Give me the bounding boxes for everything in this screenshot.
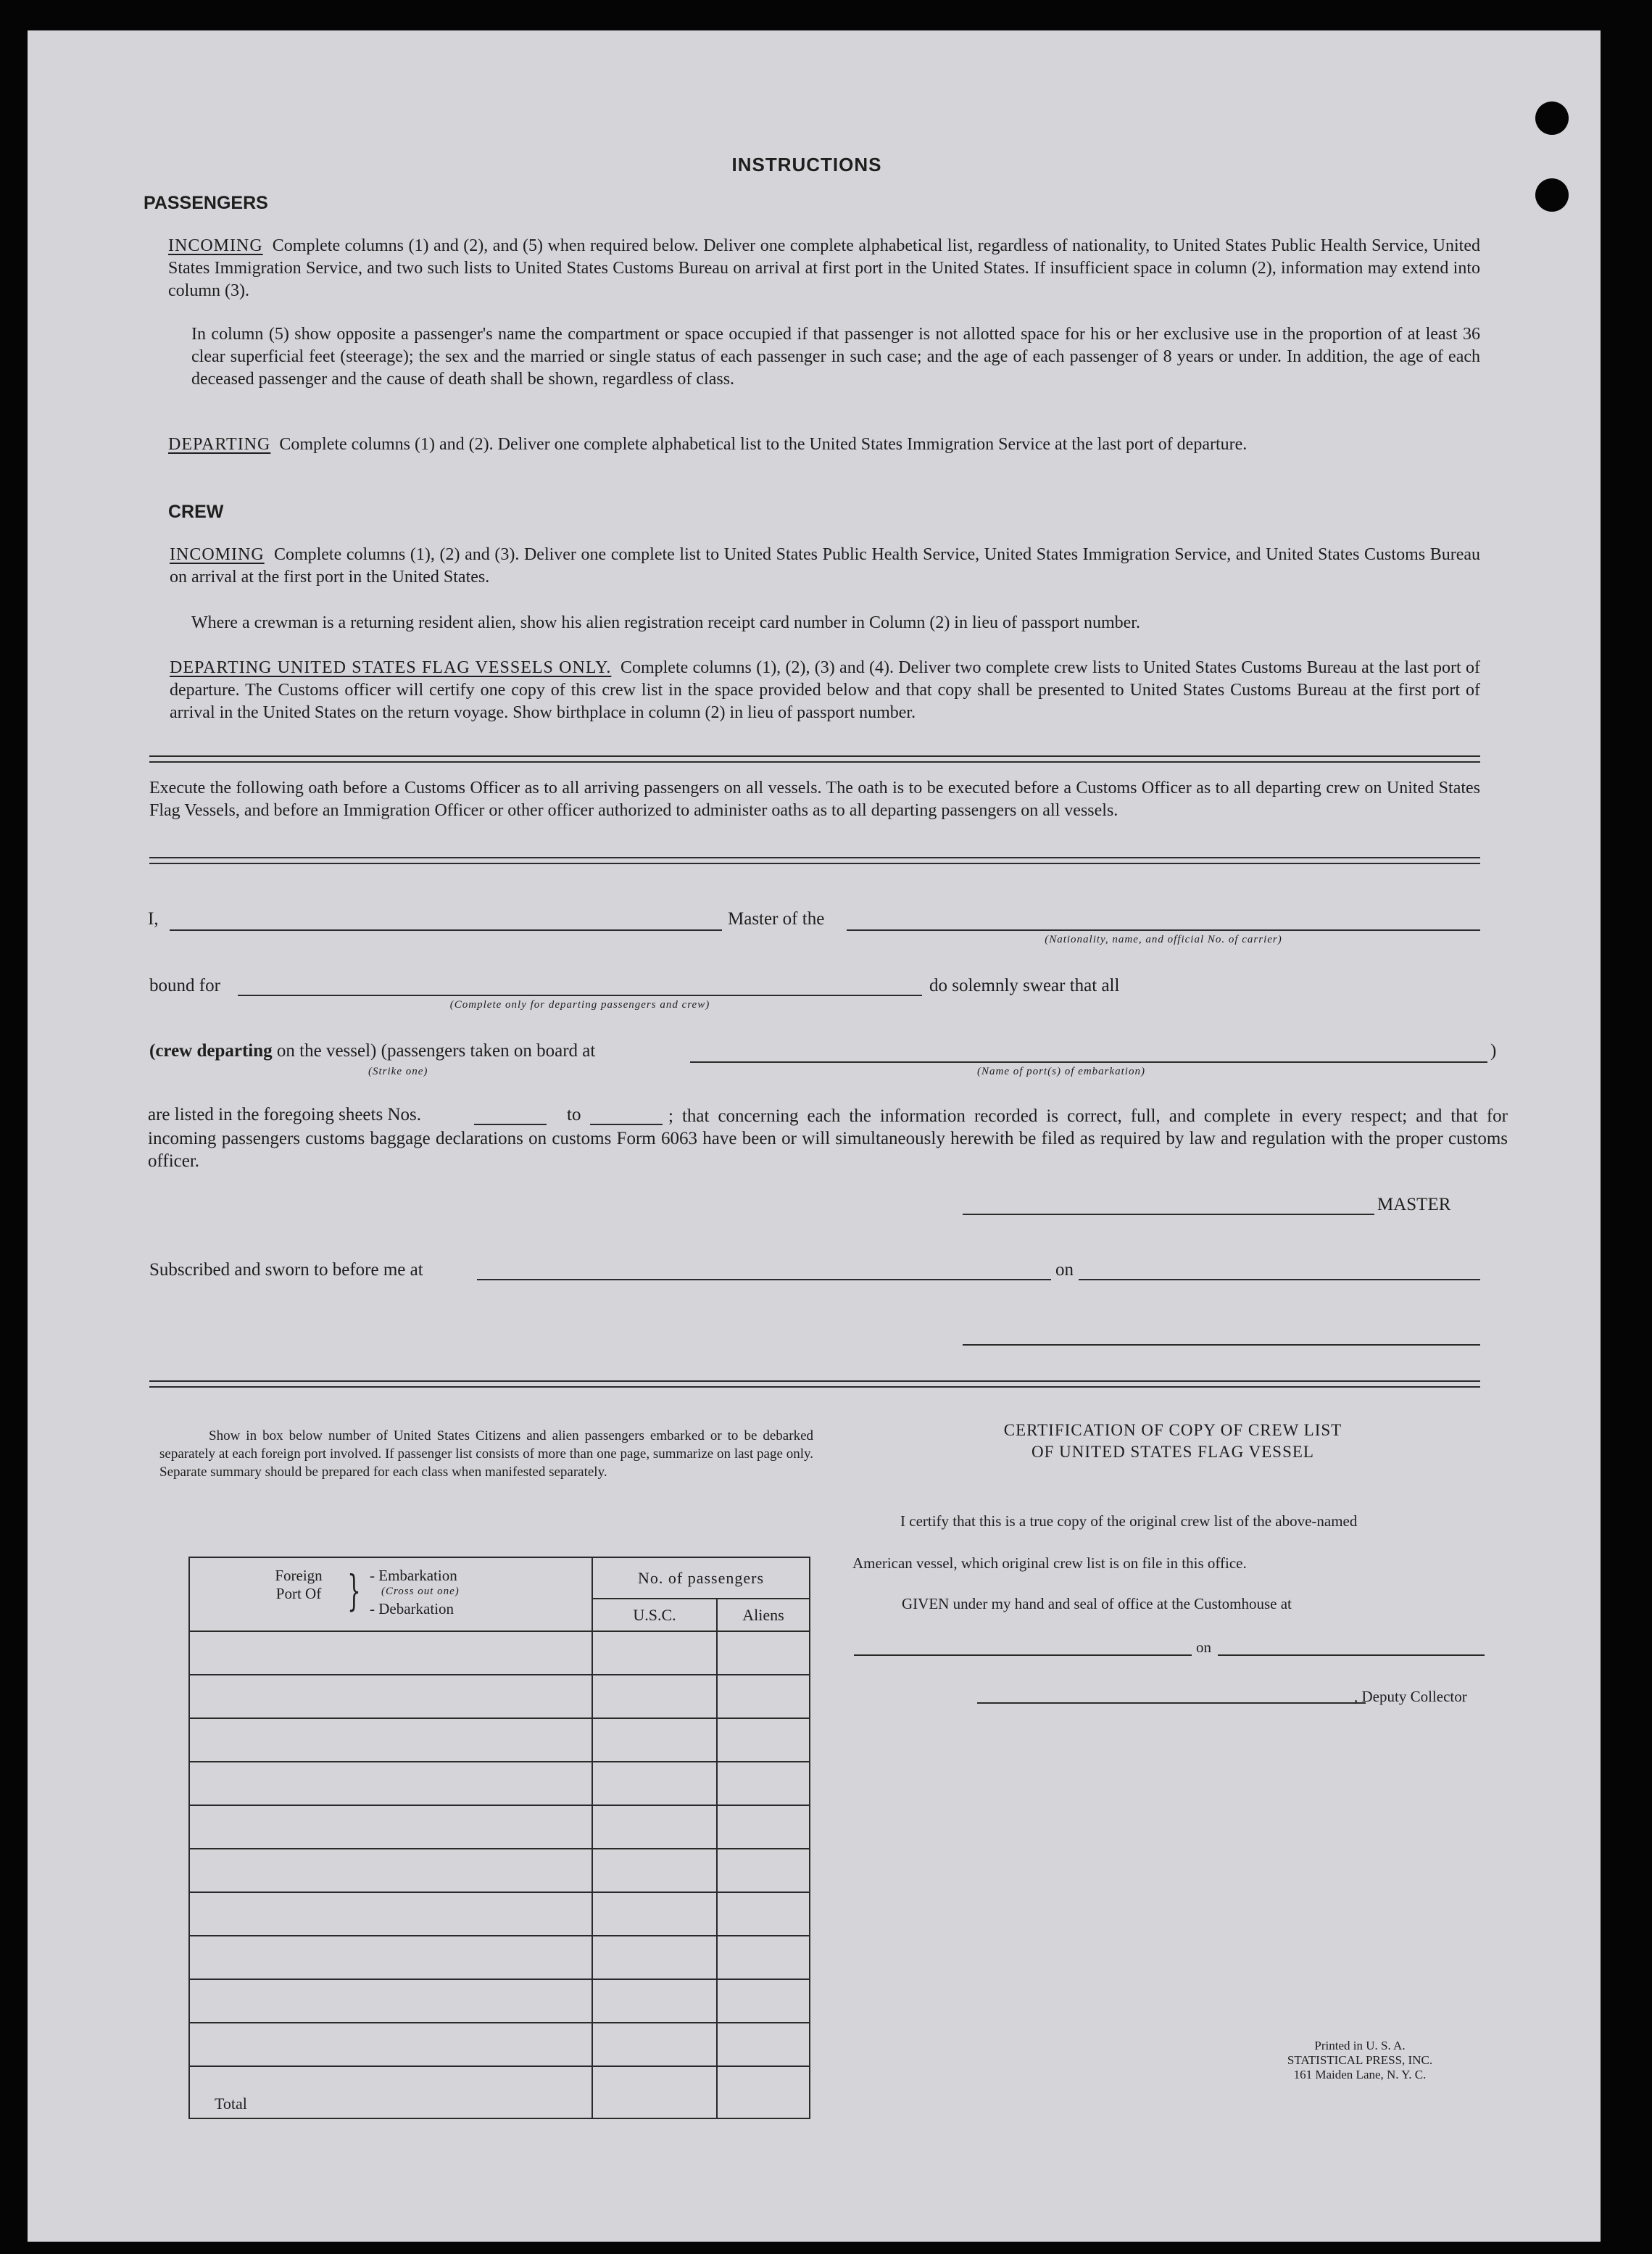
passengers-taken-label: (passengers taken on board at [381, 1041, 596, 1061]
oath-i-label: I, [148, 909, 159, 929]
close-paren: ) [1490, 1041, 1497, 1061]
printer-line3: 161 Maiden Lane, N. Y. C. [1293, 2068, 1427, 2081]
carrier-caption: (Nationality, name, and official No. of carrier) [1045, 934, 1282, 945]
debarkation-label: - Debarkation [370, 1600, 454, 1617]
aliens-cell[interactable] [717, 2023, 810, 2066]
master-label: MASTER [1377, 1195, 1451, 1214]
passengers-incoming-label: INCOMING [168, 236, 263, 255]
master-signature-field[interactable] [963, 1214, 1374, 1215]
crew-departing-label: DEPARTING UNITED STATES FLAG VESSELS ONLY. [170, 658, 612, 677]
usc-header: U.S.C. [592, 1599, 717, 1631]
to-label: to [567, 1105, 581, 1124]
port-cell[interactable] [189, 1936, 592, 1979]
page-title: INSTRUCTIONS [731, 154, 882, 175]
on-vessel-label: on the vessel) [276, 1041, 377, 1061]
aliens-cell[interactable] [717, 1979, 810, 2023]
strike-caption: (Strike one) [368, 1066, 428, 1077]
aliens-cell[interactable] [717, 1849, 810, 1892]
passengers-incoming-paragraph [168, 235, 1480, 302]
listed-text: ; that concerning each the information recorded is correct, full, and complete in every respect; and that for incoming passengers customs baggage declarations on customs Form 6063 have been or will simultaneously herewith be filed as required by law and regulation with the proper customs officer. [148, 1106, 1508, 1171]
usc-cell[interactable] [592, 1936, 717, 1979]
port-cell[interactable] [189, 1979, 592, 2023]
table-row [189, 1762, 810, 1805]
passengers-departing-paragraph [168, 434, 1480, 456]
crew-incoming-paragraph [170, 544, 1480, 589]
aliens-cell[interactable] [717, 1936, 810, 1979]
passengers-column5-text: In column (5) show opposite a passenger's name the compartment or space occupied if that passenger is not allotted space for his or her exclusive use in the proportion of at least 36 clear superficial feet (steerage); the sex and the married or single status of each passenger in such case; and the age of each passenger of 8 years or under. In addition, the age of each deceased passenger and the cause of death shall be shown, regardless of class. [191, 325, 1480, 389]
passenger-summary-table [188, 1557, 810, 2119]
aliens-cell[interactable] [717, 1762, 810, 1805]
crew-departing-paragraph [170, 657, 1480, 724]
port-cell[interactable] [189, 1849, 592, 1892]
master-of-label: Master of the [728, 909, 825, 929]
usc-cell[interactable] [592, 1979, 717, 2023]
aliens-cell[interactable] [717, 1892, 810, 1936]
table-row [189, 1936, 810, 1979]
printer-line1: Printed in U. S. A. [1314, 2039, 1406, 2052]
no-passengers-header: No. of passengers [592, 1557, 810, 1599]
port-cell[interactable] [189, 1805, 592, 1849]
customhouse-field[interactable] [854, 1654, 1192, 1656]
usc-cell[interactable] [592, 1849, 717, 1892]
usc-cell[interactable] [592, 1805, 717, 1849]
punch-hole [1535, 101, 1569, 135]
port-cell[interactable] [189, 1718, 592, 1762]
crew-departing-label: (crew departing [149, 1041, 273, 1061]
table-row [189, 1718, 810, 1762]
table-row [189, 1631, 810, 1675]
table-row [189, 1849, 810, 1892]
section-divider [149, 755, 1480, 763]
deputy-collector-label: , Deputy Collector [1354, 1688, 1467, 1705]
aliens-cell[interactable] [717, 1805, 810, 1849]
sworn-place-field[interactable] [477, 1279, 1051, 1280]
port-cell[interactable] [189, 1631, 592, 1675]
punch-hole [1535, 178, 1569, 212]
sworn-on-label: on [1055, 1260, 1074, 1280]
foreign-port-header [189, 1557, 592, 1631]
certify-text: I certify that this is a true copy of the original crew list of the above-named [900, 1512, 1358, 1530]
crew-resident-text: Where a crewman is a returning resident alien, show his alien registration receipt card number in Column (2) in lieu of passport number. [191, 613, 1140, 632]
crew-departing-text: Complete columns (1), (2), (3) and (4). Deliver two complete crew lists to United States Customs Bureau at the last port of departure. The Customs officer will certify one copy of this crew list in the space provided below and that copy shall be presented to United States Customs Bureau at the first port of arrival in the United States on the return voyage. Show birthplace in column (2) in lieu of passport number. [170, 658, 1480, 722]
master-name-field[interactable] [170, 929, 722, 931]
section-divider [149, 857, 1480, 864]
embarkation-label: - Embarkation [370, 1567, 457, 1584]
table-header-row [189, 1557, 810, 1599]
bound-caption: (Complete only for departing passengers and crew) [449, 999, 710, 1011]
carrier-field[interactable] [847, 929, 1480, 931]
usc-cell[interactable] [592, 2023, 717, 2066]
passengers-departing-text: Complete columns (1) and (2). Deliver one complete alphabetical list to the United States Immigration Service at the last port of departure. [279, 435, 1248, 454]
table-total-row [189, 2066, 810, 2118]
usc-cell[interactable] [592, 1675, 717, 1718]
port-cell[interactable] [189, 1675, 592, 1718]
table-row [189, 1675, 810, 1718]
strike-choice [149, 1041, 595, 1061]
summary-instructions: Show in box below number of United States Citizens and alien passengers embarked or to be debarked separately at each foreign port involved. If passenger list consists of more than one page, summarize on last page only. Separate summary should be prepared for each class when manifested separately. [159, 1428, 813, 1480]
usc-cell[interactable] [592, 1892, 717, 1936]
oath-intro-text: Execute the following oath before a Customs Officer as to all arriving passengers on all vessels. The oath is to be executed before a Customs Officer as to all departing crew on United States Flag Vessels, and before an Immigration Officer or other officer authorized to administer oaths as to all departing passengers on all vessels. [149, 779, 1480, 820]
brace-icon: } [347, 1566, 361, 1615]
aliens-cell[interactable] [717, 1631, 810, 1675]
cert-date-field[interactable] [1218, 1654, 1485, 1656]
passengers-heading: PASSENGERS [144, 193, 268, 213]
port-cell[interactable] [189, 1892, 592, 1936]
certification-title-line1: CERTIFICATION OF COPY OF CREW LIST [1003, 1421, 1342, 1439]
given-text: GIVEN under my hand and seal of office at the Customhouse at [902, 1595, 1292, 1612]
table-row [189, 1892, 810, 1936]
aliens-total-cell[interactable] [717, 2066, 810, 2118]
deputy-signature-field[interactable] [977, 1702, 1366, 1704]
usc-cell[interactable] [592, 1631, 717, 1675]
subscribed-label: Subscribed and sworn to before me at [149, 1260, 423, 1280]
cert-on-label: on [1196, 1638, 1211, 1656]
bound-for-label: bound for [149, 976, 220, 995]
crew-incoming-text: Complete columns (1), (2) and (3). Deliver one complete list to United States Public Health Service, United States Immigration Service, and United States Customs Bureau on arrival at the first port in the United States. [170, 545, 1481, 587]
cross-out-label: (Cross out one) [381, 1586, 460, 1597]
usc-total-cell[interactable] [592, 2066, 717, 2118]
aliens-cell[interactable] [717, 1675, 810, 1718]
port-cell[interactable] [189, 2023, 592, 2066]
aliens-header: Aliens [717, 1599, 810, 1631]
table-row [189, 1979, 810, 2023]
table-row [189, 1805, 810, 1849]
officer-signature-field[interactable] [963, 1344, 1480, 1346]
usc-cell[interactable] [592, 1762, 717, 1805]
crew-heading: CREW [168, 502, 224, 522]
printer-line2: STATISTICAL PRESS, INC. [1287, 2053, 1433, 2067]
crew-incoming-label: INCOMING [170, 545, 265, 564]
form-page [28, 30, 1601, 2242]
section-divider [149, 1380, 1480, 1388]
embarkation-ports-field[interactable] [690, 1061, 1487, 1063]
bound-for-field[interactable] [238, 995, 922, 996]
table-row [189, 2023, 810, 2066]
usc-cell[interactable] [592, 1718, 717, 1762]
listed-label: are listed in the foregoing sheets Nos. [148, 1105, 421, 1124]
sworn-date-field[interactable] [1079, 1279, 1480, 1280]
foreign-port-label: Foreign Port Of [275, 1567, 323, 1602]
ports-caption: (Name of port(s) of embarkation) [977, 1066, 1145, 1077]
port-cell[interactable] [189, 1762, 592, 1805]
passengers-departing-label: DEPARTING [168, 435, 271, 454]
certification-title [861, 1420, 1485, 1463]
total-label: Total [189, 2066, 592, 2118]
swear-label: do solemnly swear that all [929, 976, 1120, 995]
certification-title-line2: OF UNITED STATES FLAG VESSEL [1032, 1443, 1314, 1461]
vessel-text: American vessel, which original crew list is on file in this office. [852, 1554, 1247, 1572]
printer-imprint [1231, 2039, 1489, 2082]
passengers-incoming-text: Complete columns (1) and (2), and (5) when required below. Deliver one complete alphabetical list, regardless of nationality, to United States Public Health Service, United States Immigration Service, and two such lists to United States Customs Bureau on arrival at first port in the United States. If insufficient space in column (2), information may extend into column (3). [168, 236, 1481, 300]
aliens-cell[interactable] [717, 1718, 810, 1762]
